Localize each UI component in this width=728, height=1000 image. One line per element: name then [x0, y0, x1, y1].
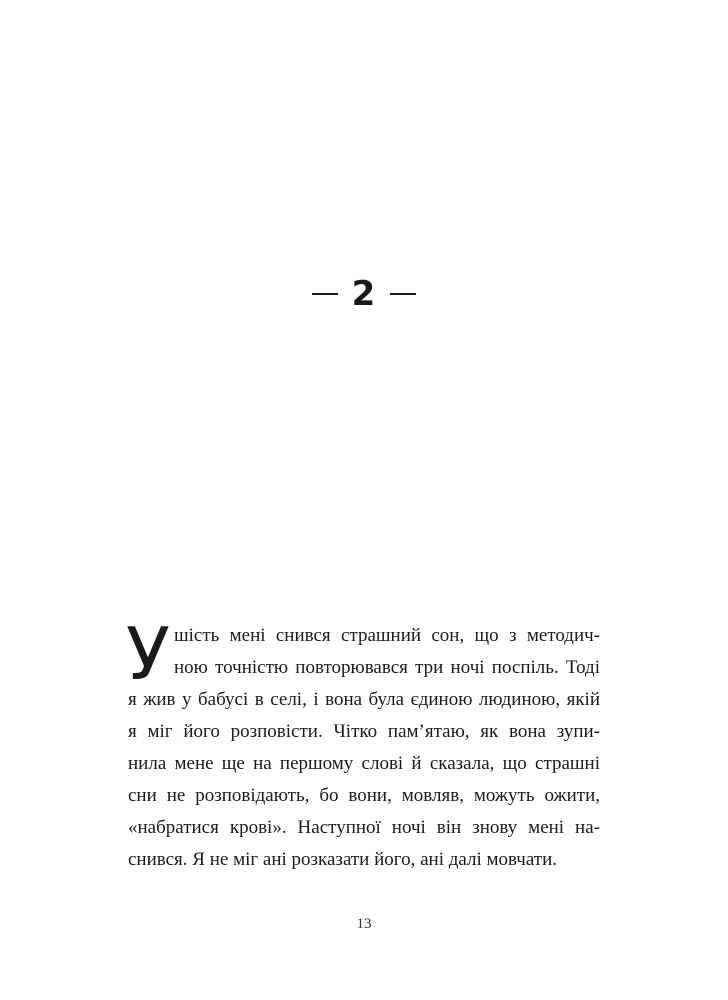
paragraph-line: «набратися крові». Наступної ночі він знову мені на- [128, 817, 600, 838]
chapter-dash-left [312, 293, 338, 295]
paragraph-line: шість мені снився страшний сон, що з методич- [174, 625, 600, 646]
chapter-dash-right [390, 293, 416, 295]
page-number: 13 [356, 916, 372, 932]
drop-cap: У [126, 612, 170, 696]
chapter-paragraph [126, 612, 600, 876]
paragraph-line: сни не розповідають, бо вони, мовляв, можуть ожити, [128, 785, 600, 806]
paragraph-line: снився. Я не міг ані розказати його, ані далі мовчати. [128, 849, 557, 870]
chapter-heading [0, 272, 728, 314]
paragraph-line: ною точністю повторювався три ночі поспіль. Тоді [174, 657, 600, 678]
chapter-number: 2 [351, 274, 377, 315]
paragraph-line: я жив у бабусі в селі, і вона була єдиною людиною, якій [128, 689, 600, 710]
paragraph-line: нила мене ще на першому слові й сказала, що страшні [128, 753, 600, 774]
paragraph-line: я міг його розповісти. Чітко пам’ятаю, як вона зупи- [128, 721, 600, 742]
